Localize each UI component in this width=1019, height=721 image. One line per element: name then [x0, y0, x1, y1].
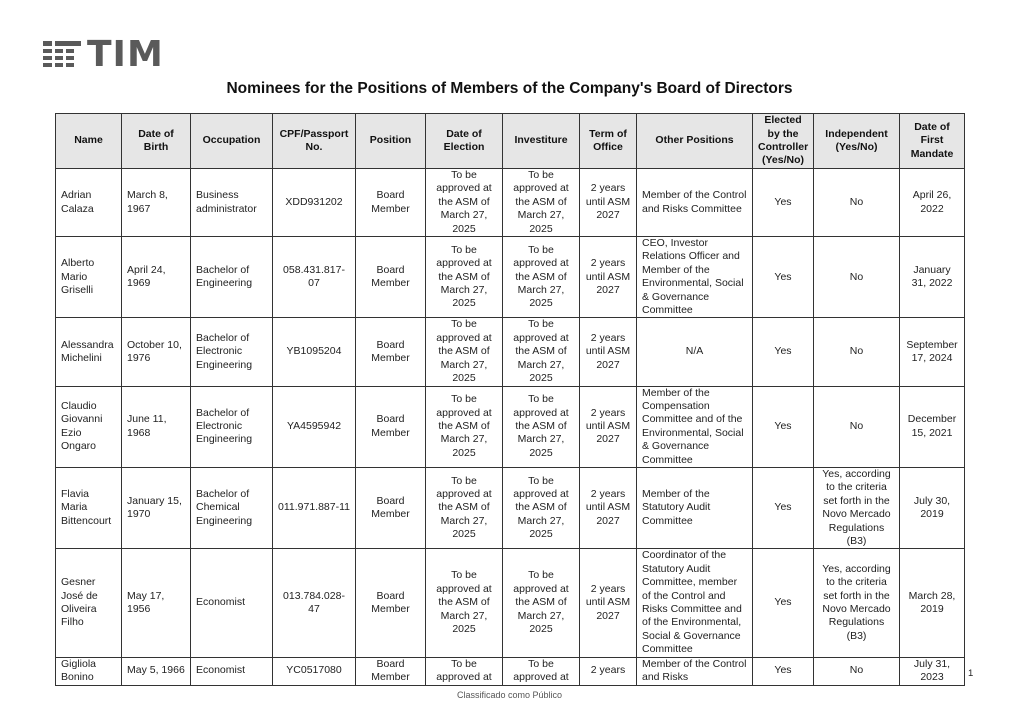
- cell-name: Flavia Maria Bittencourt: [56, 467, 122, 548]
- table-row: [56, 386, 965, 467]
- cell-independent: Yes, according to the criteria set forth in the Novo Mercado Regulations (B3): [814, 467, 900, 548]
- cell-cpf-passport: 011.971.887-11: [273, 467, 356, 548]
- cell-term-of-office: 2 years until ASM 2027: [580, 237, 637, 318]
- nominees-table: [55, 113, 965, 686]
- cell-position: Board Member: [356, 386, 426, 467]
- cell-occupation: Bachelor of Engineering: [191, 237, 273, 318]
- cell-elected-by-controller: Yes: [753, 169, 814, 237]
- cell-date-of-birth: May 17, 1956: [122, 549, 191, 657]
- cell-term-of-office: 2 years until ASM 2027: [580, 549, 637, 657]
- cell-investiture: To be approved at the ASM of March 27, 2025: [503, 549, 580, 657]
- cell-term-of-office: 2 years: [580, 657, 637, 685]
- cell-occupation: Business administrator: [191, 169, 273, 237]
- cell-position: Board Member: [356, 657, 426, 685]
- cell-position: Board Member: [356, 467, 426, 548]
- header-name: Name: [56, 114, 122, 169]
- cell-investiture: To be approved at the ASM of March 27, 2025: [503, 386, 580, 467]
- cell-date-of-election: To be approved at the ASM of March 27, 2025: [426, 318, 503, 386]
- cell-date-of-election: To be approved at the ASM of March 27, 2025: [426, 386, 503, 467]
- cell-position: Board Member: [356, 318, 426, 386]
- cell-other-positions: N/A: [637, 318, 753, 386]
- cell-date-of-birth: October 10, 1976: [122, 318, 191, 386]
- cell-investiture: To be approved at the ASM of March 27, 2025: [503, 169, 580, 237]
- cell-occupation: Economist: [191, 549, 273, 657]
- cell-name: Adrian Calaza: [56, 169, 122, 237]
- cell-cpf-passport: 058.431.817-07: [273, 237, 356, 318]
- cell-investiture: To be approved at: [503, 657, 580, 685]
- cell-cpf-passport: YB1095204: [273, 318, 356, 386]
- cell-occupation: Bachelor of Electronic Engineering: [191, 386, 273, 467]
- cell-date-of-birth: April 24, 1969: [122, 237, 191, 318]
- cell-independent: No: [814, 657, 900, 685]
- cell-position: Board Member: [356, 549, 426, 657]
- cell-independent: No: [814, 318, 900, 386]
- cell-cpf-passport: 013.784.028-47: [273, 549, 356, 657]
- page-number: 1: [968, 668, 974, 679]
- cell-elected-by-controller: Yes: [753, 549, 814, 657]
- cell-position: Board Member: [356, 169, 426, 237]
- cell-elected-by-controller: Yes: [753, 386, 814, 467]
- header-date-of-first-mandate: Date of First Mandate: [900, 114, 965, 169]
- company-logo: [43, 34, 164, 75]
- table-row: [56, 237, 965, 318]
- cell-date-of-election: To be approved at the ASM of March 27, 2025: [426, 237, 503, 318]
- cell-independent: No: [814, 237, 900, 318]
- cell-other-positions: CEO, Investor Relations Officer and Member of the Environmental, Social & Governance Committee: [637, 237, 753, 318]
- header-elected-by-controller: Elected by the Controller (Yes/No): [753, 114, 814, 169]
- cell-other-positions: Member of the Control and Risks Committee: [637, 169, 753, 237]
- cell-date-of-birth: January 15, 1970: [122, 467, 191, 548]
- cell-date-of-birth: May 5, 1966: [122, 657, 191, 685]
- cell-term-of-office: 2 years until ASM 2027: [580, 467, 637, 548]
- tim-logo-icon: [43, 40, 81, 70]
- table-row: [56, 657, 965, 685]
- table-row: [56, 549, 965, 657]
- cell-term-of-office: 2 years until ASM 2027: [580, 318, 637, 386]
- cell-elected-by-controller: Yes: [753, 237, 814, 318]
- cell-elected-by-controller: Yes: [753, 467, 814, 548]
- cell-cpf-passport: YC0517080: [273, 657, 356, 685]
- cell-date-of-election: To be approved at the ASM of March 27, 2025: [426, 169, 503, 237]
- header-independent: Independent (Yes/No): [814, 114, 900, 169]
- cell-date-of-first-mandate: January 31, 2022: [900, 237, 965, 318]
- cell-independent: No: [814, 169, 900, 237]
- cell-name: Alberto Mario Griselli: [56, 237, 122, 318]
- table-row: [56, 318, 965, 386]
- cell-occupation: Bachelor of Chemical Engineering: [191, 467, 273, 548]
- cell-other-positions: Member of the Control and Risks: [637, 657, 753, 685]
- table-header-row: [56, 114, 965, 169]
- header-investiture: Investiture: [503, 114, 580, 169]
- table-row: [56, 467, 965, 548]
- cell-investiture: To be approved at the ASM of March 27, 2025: [503, 318, 580, 386]
- cell-independent: Yes, according to the criteria set forth in the Novo Mercado Regulations (B3): [814, 549, 900, 657]
- cell-date-of-birth: March 8, 1967: [122, 169, 191, 237]
- cell-date-of-first-mandate: July 30, 2019: [900, 467, 965, 548]
- cell-name: Alessandra Michelini: [56, 318, 122, 386]
- cell-date-of-election: To be approved at the ASM of March 27, 2025: [426, 549, 503, 657]
- header-occupation: Occupation: [191, 114, 273, 169]
- cell-name: Gesner José de Oliveira Filho: [56, 549, 122, 657]
- cell-elected-by-controller: Yes: [753, 657, 814, 685]
- cell-date-of-first-mandate: March 28, 2019: [900, 549, 965, 657]
- cell-elected-by-controller: Yes: [753, 318, 814, 386]
- cell-date-of-first-mandate: April 26, 2022: [900, 169, 965, 237]
- cell-date-of-birth: June 11, 1968: [122, 386, 191, 467]
- cell-date-of-first-mandate: September 17, 2024: [900, 318, 965, 386]
- cell-date-of-first-mandate: December 15, 2021: [900, 386, 965, 467]
- header-date-of-birth: Date of Birth: [122, 114, 191, 169]
- cell-term-of-office: 2 years until ASM 2027: [580, 386, 637, 467]
- cell-occupation: Bachelor of Electronic Engineering: [191, 318, 273, 386]
- cell-investiture: To be approved at the ASM of March 27, 2025: [503, 467, 580, 548]
- cell-name: Gigliola Bonino: [56, 657, 122, 685]
- cell-name: Claudio Giovanni Ezio Ongaro: [56, 386, 122, 467]
- classification-footer: Classificado como Público: [456, 690, 563, 700]
- cell-other-positions: Coordinator of the Statutory Audit Committee, member of the Control and Risks Committee and of the Environmental, Social & Governance Committee: [637, 549, 753, 657]
- header-cpf-passport: CPF/Passport No.: [273, 114, 356, 169]
- cell-term-of-office: 2 years until ASM 2027: [580, 169, 637, 237]
- header-position: Position: [356, 114, 426, 169]
- header-other-positions: Other Positions: [637, 114, 753, 169]
- cell-investiture: To be approved at the ASM of March 27, 2025: [503, 237, 580, 318]
- header-date-of-election: Date of Election: [426, 114, 503, 169]
- cell-occupation: Economist: [191, 657, 273, 685]
- cell-other-positions: Member of the Statutory Audit Committee: [637, 467, 753, 548]
- cell-position: Board Member: [356, 237, 426, 318]
- cell-date-of-election: To be approved at: [426, 657, 503, 685]
- header-term-of-office: Term of Office: [580, 114, 637, 169]
- cell-date-of-first-mandate: July 31, 2023: [900, 657, 965, 685]
- cell-date-of-election: To be approved at the ASM of March 27, 2025: [426, 467, 503, 548]
- logo-text: TIM: [87, 34, 164, 75]
- table-row: [56, 169, 965, 237]
- cell-other-positions: Member of the Compensation Committee and of the Environmental, Social & Governance Committee: [637, 386, 753, 467]
- cell-independent: No: [814, 386, 900, 467]
- page-title: Nominees for the Positions of Members of the Company's Board of Directors: [226, 80, 793, 97]
- cell-cpf-passport: YA4595942: [273, 386, 356, 467]
- cell-cpf-passport: XDD931202: [273, 169, 356, 237]
